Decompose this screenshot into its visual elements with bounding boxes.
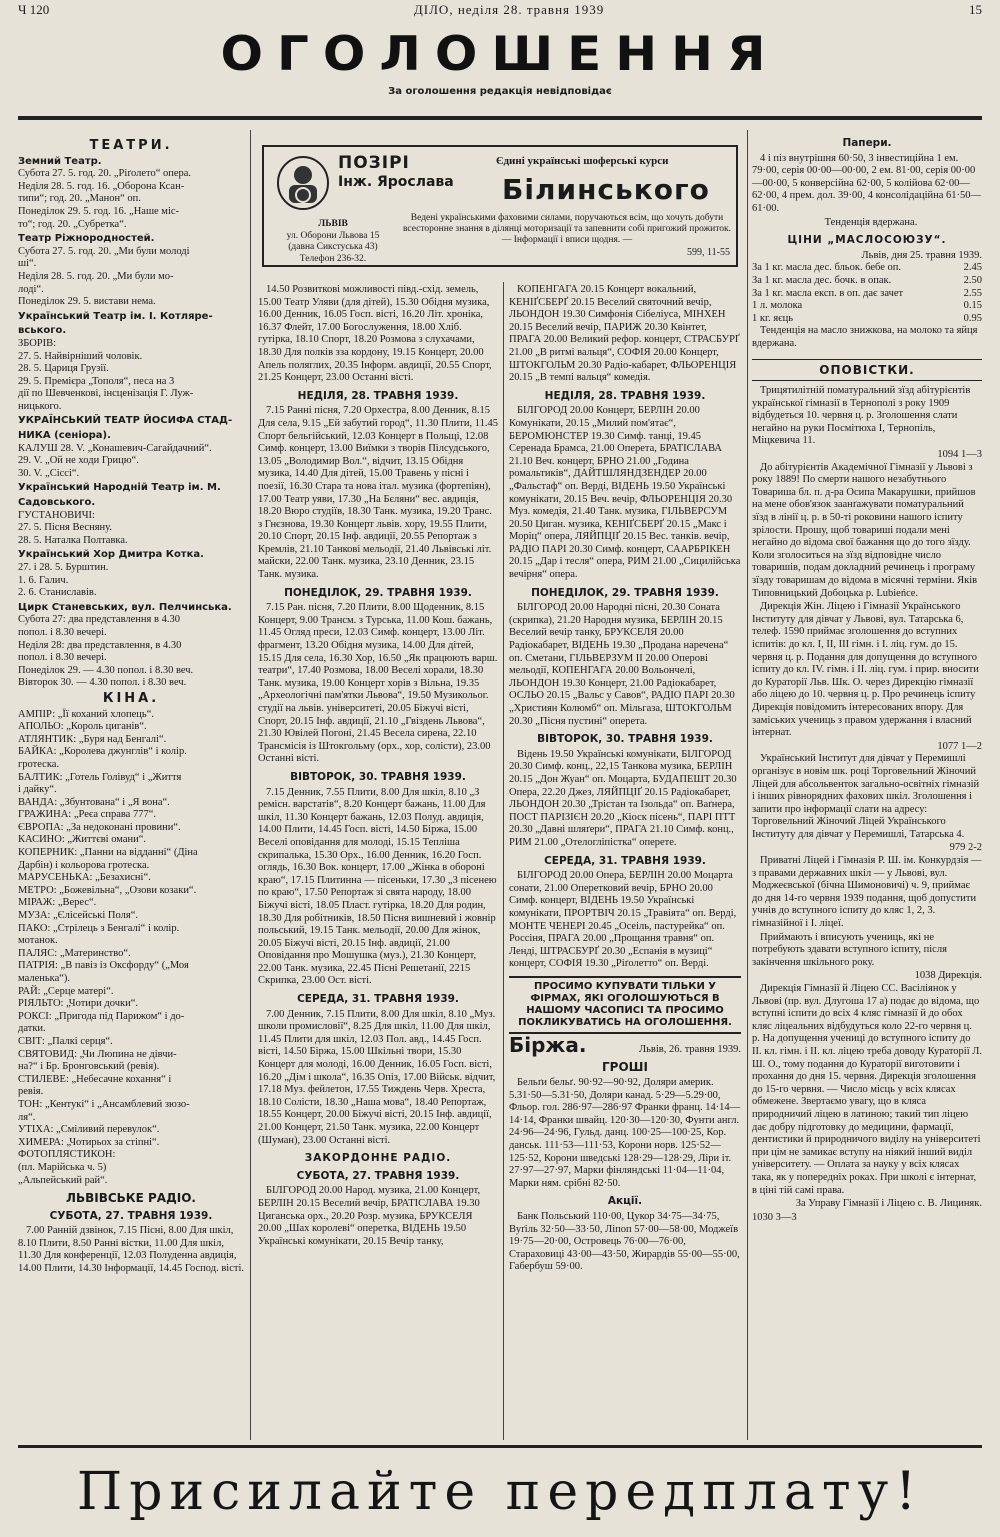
ad-attention: ПОЗІРІ [338, 153, 410, 173]
notice-number: 979 2-2 [949, 842, 982, 854]
cinema-line: і дайку“. [18, 784, 57, 796]
cinema-line: ТОН: „Кентукі“ і „Ансамблевий зюзо- [18, 1098, 190, 1110]
price-row [752, 313, 982, 326]
price-row [752, 288, 982, 301]
radio-text: 7.15 Денник, 7.55 Плити, 8.00 Для шкіл, 8.10 „З ремісн. варстатів“, 8.20 Концерт бажань, 11.00 Для шкіл, 11.30 Концерт бажань, 12.03 Полуд. авдиція, 14.00 Плити, 14.45 Госп. вісті, 14.50 Біржа, 15.00 Веселі оповідання для молоді, 15.15 Тепліша скрипалька, 15.30 Орх., 16.00 Денник, 16.20 Госп. оглядь, 16.30 Вок. концерт, 17.00 „Жінка в обороні краю“, 17.15 Плитинна — пісеньки, 17.30 „З пісенею по краю“, 17.50 Репортаж зі свята народу, 18.00 Біжучі вісті, 18.05 Пласт. гутірка, 18.20 Для родин, 18.30 Для робітників, 18.50 Пісня вишневий і жовнір польський, 19.15 Танк. мельодії, 20.00 Для жінок, 20.05 Біжучі вісті, 20.15 Інф. авдиції, 21.00 Оповідання про Мошушка (муз.), 21.30 Концерт, 22.00 Танк. музика, 22.45 Пісні Решетанії, 2215 Скрипка, 23.00 Ост. вісті. [258, 786, 497, 987]
cinema-line: датки. [18, 1023, 46, 1035]
cinema-line: РАЙ: „Серце матері“. [18, 985, 114, 997]
radio-text: БІЛГОРОД 20.00 Народні пісні, 20.30 Соната (скрипка), 21.20 Народня музика, БЕРЛІН 20.15 Веселий вечір танку, БРУКСЕЛЯ 20.00 Радіокабарет, ВІДЕНЬ 19.30 „Продана наречена“ оп. Сметани, ГІЛЬВЕРЗУМ II 20.00 Оперові мельодії, КОПЕНГАГА 20.00 Вольончелі, ЛЬОНДОН 19.30 Концерт, 21.00 Радіокабарет, ОСЛЬО 20.15 „Вальс у Савов“, РАДІО ПАРІ 20.30 „Християн Колюмб“ оп. Мільгаза, ШТОКГОЛЬМ 20.30 „Пісня пустині“ оперета. [509, 602, 735, 727]
running-header [18, 2, 982, 18]
price-label: 1 кг. яєць [752, 312, 794, 324]
currency-rates: Бельґи бельґ. 90·92—90·92, Доляри америк. 5.31·50—5.31·50, Доляри канад. 5·29—5.29·00, Фльор. гол. 286·97—286·97 Франки франц. 14·14—14·14, Франки швайц. 120·30—120·30, Фунти англ. 24·96—24·96, Гульд. данц. 100·25—100·25, Кор. данськ. 111·53—111·53, Корони норв. 125·52—125·52, Корони шведські 128·29—128·29, Ліри іт. 27·97—27·97, Марки фінляндські 11·04—11·04, Марки ням. срібні 82·50. [509, 1077, 741, 1189]
radio-day-heading: СУБОТА, 27. ТРАВНЯ 1939. [49, 1209, 213, 1222]
cinema-line: МЕТРО: „Божевільна“, „Озови козаки“. [18, 884, 197, 896]
radio-text: 7.00 Денник, 7.15 Плити, 8.00 Для шкіл, 8.10 „Муз. школи промисловії“, 8.25 Для шкіл, 11.00 Для шкіл, 11.45 Плити для шкіл, 12.03 Пол. авд., 14.45 Госп. вісті, 14.50 Біржа, 15.00 Шкільні твори, 15.30 Концерт для молоді, 16.00 Денник, 16.05 Госп. вісті, 16.20 „Дім і школа“, 16.35 Опіз, 17.00 Військ. відчит, 17.18 Муз. фейлетон, 17.55 Тиждень Черв. Хреста, 18.10 Солісти, 18.30 „Наша мова“, 18.40 Репортаж, 18.55 Концерт, 20.00 Біжучі вісті, 20.15 Інф. авдиції, 21.00 Концерт, 21.50 Танк. музика, 22.00 Концерт (Шуман), 23.00 Останні вісті. [258, 1008, 496, 1146]
subscription-banner: Присилайте передплату! [76, 1462, 924, 1522]
listing-line: Субота 27. 5. год. 20. „Ріґолето“ опера. [18, 168, 192, 180]
cinema-line: СВІТ: „Палкі серця“. [18, 1035, 113, 1047]
radio-text: 7.15 Ран. пісня, 7.20 Плити, 8.00 Щоденник, 8.15 Концерт, 9.00 Трансм. з Турська, 11.00 Кош. бажань, 11.45 Огляд преси, 12.03 Симф. концерт, 13.00 Літ. фрагмент, 13.20 Обідня музика, 14.00 Для дітей, 15.15 Для села, 16.30 Хор, 16.50 „Як працюють варш. театри“, 17.40 Розмова, 18.00 Веселі хорали, 18.30 Танк. музика, 19.00 Концерт хорів з Вільна, 19.35 „Археологічні пам'ятки Львова“, 19.50 Музикольог. студії на львів. університеті, 20.05 Біжучі вісті, Спорт, 20.15 Інф. авдиції, 21.10 „Гвіздень Львова“, 21.30 Ювілей Погоні, 21.45 Весела сирена, 22.10 Трансмісія із Штокгольму (орх., хор, солісти), 23.00 Останні вісті. [258, 602, 498, 765]
theatre-name: Цирк Станевських, вул. Пелчинська. [18, 601, 232, 613]
papers-trend: Тенденція вдержана. [824, 216, 918, 228]
cinema-line: РІЯЛЬТО: „Чотири дочки“. [18, 998, 139, 1010]
listing-line: 28. 5. Наталка Полтавка. [18, 534, 128, 546]
theatre-name: Український Народній Театр ім. М. [18, 482, 221, 494]
notice-box [509, 976, 741, 1034]
section-title: ОГОЛОШЕННЯ [220, 26, 780, 82]
cinema-line: УТІХА: „Сміливий перевулок“. [18, 1124, 160, 1136]
ad-surname: Білинського [502, 173, 710, 206]
shares-heading: Акції. [607, 1195, 643, 1208]
notice-text: Приватні Ліцей і Гімназія Р. Ш. ім. Конкурдзія — з правами державних шкіл — у Львові, вул. Моджеєвської (бічна Шимоновичі) ч. 9, приймає до дня 14-го червня 1939 подання, щоб допустити учнів до вступного іспиту до кляс 1, 2, 3. гімназійної і І. ліцеї. [752, 855, 982, 930]
paper-date: ДІЛО, неділя 28. травня 1939 [413, 2, 605, 17]
radio-program-text: 7.00 Ранній дзвінок, 7.15 Пісні, 8.00 Для шкіл, 8.10 Плити, 8.50 Ранні вістки, 11.00 Для шкіл, 11.30 Для конференції, 12.03 Полуденна авдиція, 14.00 Плити, 14.30 Інформації, 14.45 Господ. вісті. [18, 1225, 244, 1275]
listing-line: типи“; год. 20. „Манон“ оп. [18, 193, 141, 205]
price-label: За 1 кг. масла дес. бочк. в опак. [752, 274, 892, 286]
radio-text: 14.50 Розвиткові можливості півд.-схід. земель, 15.00 Театр Уляви (для дітей), 15.30 Обідня музика, 16.00 Денник, 16.05 Госп. вісті, 16.20 Літ. хроніка, 16.37 Флейт, 17.00 Богослуження, 18.00 Хліб. гутірка, 18.10 Спорт, 18.20 Розмова з слухачами, 18.30 Для полків зза кордону, 19.15 Концерт, 20.00 Апель поляглих, 20.35 Інформ. авдиції, 20.55 Спорт, 21.25 Концерт, 23.00 Останні вісті. [258, 284, 492, 384]
driver-emblem-icon [276, 155, 330, 211]
cinema-line: ГРАЖИНА: „Реєа справа 777“. [18, 809, 156, 821]
notice-text: Український Інститут для дівчат у Перемишлі організує в новім шк. році Торговельний Жіночий Ліцей для абсольвенток загально-освітніх гімназій і інших рівнорядних фахових шкіл. Зголошення і запити про інформації слати на адресу: Торговельний Жіночий Ліцей Українського Інституту для дівчат у Перемишлі, Татарська 4. [752, 753, 980, 840]
cinema-line: „Альпейський рай“. [18, 1174, 108, 1186]
column-radio-foreign [509, 284, 741, 1444]
listing-line: 1. 6. Галич. [18, 574, 69, 586]
price-label: 1 л. молока [752, 300, 803, 312]
cinema-line: АТЛЯНТИК: „Буря над Бенгалі“. [18, 733, 167, 745]
cinema-line: на?“ і Бр. Бронговський (ревія). [18, 1061, 160, 1073]
notice-number: 1094 1—3 [937, 449, 982, 461]
issue-number: Ч 120 [18, 2, 50, 17]
cinema-line: ХИМЕРА: „Чотирьох за стіпні“. [18, 1136, 160, 1148]
ad-street: ул. Оборони Львова 15 [286, 230, 380, 241]
price-value: 0.95 [963, 312, 982, 324]
ad-address [268, 219, 398, 265]
cinema-line: БАЛТИК: „Готель Голівуд“ і „Життя [18, 771, 182, 783]
cinema-line: ля“. [18, 1111, 36, 1123]
cinema-line: ПАЛЯС: „Материнство“. [18, 947, 131, 959]
cinema-line: ревія. [18, 1086, 44, 1098]
cinema-line: СТИЛЕВЕ: „Небесачне кохання“ і [18, 1073, 172, 1085]
radio-text: Відень 19.50 Українські комунікати, БІЛГОРОД 20.30 Симф. конц., 22,15 Танкова музика, БЕРЛІН 20.15 „Дон Жуан“ оп. Моцарта, БУДАПЕШТ 20.30 Опера, 22.20 Джез, ЛЯЙПЦІҐ 20.15 Радіокабарет, ЛЬОНДОН 20.30 „Трістан та Ізольда“ оп. Ваґнера, ПОСТ ПАРІЗІЄН 20.20 „Кіоск пісень“, ПАРІ ПТТ 20.30 „Давні шляґери“, ПРАГА 21.10 Симф. конц., РИМ 21.00 „Отелогліпістка“ оперете. [509, 748, 737, 848]
theatre-name: УКРАЇНСЬКИЙ ТЕАТР ЙОСИФА СТАД- [18, 415, 233, 427]
footer-rule [18, 1445, 982, 1448]
listing-line: Неділя 28: два представлення, в 4.30 [18, 639, 182, 651]
cinema-line: ФОТОПЛЯСТИКОН: [18, 1149, 116, 1161]
notice-number: 1038 Дирекція. [914, 970, 982, 982]
listing-line: Понеділок 29. — 4.30 попол. і 8.30 веч. [18, 664, 194, 676]
listing-line: 2. 6. Станиславів. [18, 587, 97, 599]
listing-line: 27. 5. Найвірніший чоловік. [18, 350, 143, 362]
day-heading: НЕДІЛЯ, 28. ТРАВНЯ 1939. [297, 389, 459, 402]
radio-text: КОПЕНГАГА 20.15 Концерт вокальний, КЕНІҐСБЕРҐ 20.15 Веселий святочний вечір, ЛЬОНДОН 19.30 Симфонія Сібеліуса, МІНХЕН 20.15 Веселий вечір, ПАРИЖ 20.30 Квінтет, ПРАГА 20.00 Великий рефор. концерт, СТРАСБУРҐ 21.00 „В ритмі вальця“, СОФІЯ 20.00 Концерт, ШТОКГОЛЬМ 20.30 Радіо-кабарет, ФЛЬОРЕНЦІЯ 20.15 „В темпі вальця“ комедія. [509, 284, 740, 384]
listing-line: 29. 5. Премієра „Тополя“, песа на 3 [18, 375, 175, 387]
listing-line: ГУСТАНОВИЧІ: [18, 509, 95, 521]
column-notices [752, 137, 982, 1442]
share-prices: Банк Польський 110·00, Цукор 34·75—34·75, Вуґіль 32·50—33·50, Ліпоп 57·00—58·00, Моджеїв 19·75—20·00, Островець 76·00—76·00, Стараховиці 43·00—43·50, Жирардів 55·00—55·00, Габербуш 59·00. [509, 1211, 740, 1273]
cinemas-heading: КІНА. [102, 690, 160, 706]
theatre-name: НИКА (сеніора). [18, 430, 111, 442]
listing-line: попол. і 8.30 вечері. [18, 652, 107, 664]
ad-number: 599, 11-55 [687, 247, 730, 258]
theatre-name: Український Хор Дмитра Котка. [18, 549, 204, 561]
listing-line: ші“. [18, 258, 37, 270]
listing-line: Вівторок 30. — 4.30 попол. і 8.30 веч. [18, 677, 187, 689]
listing-line: 30. V. „Сіссі“. [18, 467, 80, 479]
ad-description: Ведені українськими фаховими силами, поручаються всім, що хочуть добути всесторонне знання в ділянці моторизації та запевнити собі пригожий прожиток. — Інформації і вписи щодня. — [402, 213, 732, 245]
bourse-header [509, 1032, 741, 1057]
notice-number: 1077 1—2 [937, 740, 982, 752]
cinema-line: мотанок. [18, 935, 58, 947]
cinema-line: АМПІР: „Її коханий хлопець“. [18, 708, 154, 720]
theatre-name: Український Театр ім. І. Котляре- [18, 310, 213, 322]
notice-text: Приймають і вписують учениць, які не потребують здавати вступного іспиту, після закінчення шкільного року. [752, 931, 947, 968]
cinema-line: КАСИНО: „Життєві омани“. [18, 834, 147, 846]
cinema-line: ЄВРОПА: „За недоконані провини“. [18, 821, 181, 833]
cinema-line: (пл. Марійська ч. 5) [18, 1161, 107, 1173]
notices-heading: ОПОВІСТКИ. [819, 362, 915, 377]
cinema-line: МІРАЖ: „Верес“. [18, 897, 97, 909]
price-row [752, 262, 982, 275]
section-subtitle: За оголошення редакція невідповідає [388, 86, 612, 97]
cinema-listing [18, 709, 244, 1188]
ad-school-name: Єдині українські шоферські курси [496, 155, 669, 167]
radio-text: 7.15 Ранні пісня, 7.20 Орхестра, 8.00 Денник, 8.15 Для села, 9.15 „Ей забутий город“, 11.30 Плити, 11.45 Спорт бельгійський, 12.03 Концерт в Польщі, 12.08 Симф. концерт, 13.00 Виїмки з творів Пілсудського, 13.05 „Володимир Вол.“, відчит, 13.15 Обідня музика, 14.40 Для дітей, 15.00 Травень у пісні і поезії, 16.30 Стара та нова італ. музика (фортепіян), 17.00 Театр уяви, 17.30 „На Бєляни“ вес. авдиція, 18.20 Вюро студіїв, 18.30 Танк. музика, 19.20 Транс. з Гнєзнова, 19.30 Концерт львів. хору, 19.55 Плити, 20.10 Спорт, 20.15 Інф. авдиції, 20.55 Репортаж з Кремлів, 21.10 Танкові мельодії, 21.40 Львівські літ. майски, 22.00 Танк. музика, 23.10 Денник, 23.15 Танк. музика. [258, 405, 498, 581]
papers-heading: Папери. [842, 137, 892, 149]
theatre-name: Земний Театр. [18, 155, 102, 167]
ad-street-old: (давна Сикстуська 43) [288, 242, 378, 252]
theatre-name: Театр Ріжнородностей. [18, 233, 155, 245]
day-heading: СЕРЕДА, 31. ТРАВНЯ 1939. [544, 854, 706, 867]
cinema-line: маленька“). [18, 973, 71, 984]
cinema-line: ПАТРІЯ: „В павіз із Оксфорду“ („Моя [18, 960, 189, 972]
radio-text: БІЛГОРОД 20.00 Народ. музика, 21.00 Концерт, БЕРЛІН 20.15 Веселий вечір, БРАТІСЛАВА 19.30 Циганська орх., 20.20 Розр. музика, БРУКСЕЛЯ 20.00 „Шах королеві“ оперетка, ВІДЕНЬ 19.50 Українські комунікати, 20.15 Вечір танку, [258, 1185, 481, 1247]
notice-text: Дирекція Жін. Ліцею і Гімназії Українського Інституту для дівчат у Львові, вул. Татарська 6, телеф. 1590 приймає зголошення до вступних іспитів: до кл. І, ІІ, ІІІ гімн. і І. ліц. гум. до 15. червня ц. р. Подання для допущення до вступного іспиту до кл. IV. гімн. і ІІ. ліц. гум. і прир. вносити до Кураторії Льв. Шк. О. через Дирекцію гімназії або ліцею до 10. червня ц. р. Про речинець іспиту Дирекція повідомить інтересованих впору. Для заміських учениць з правом удержання і власний інтернат. [752, 601, 979, 739]
price-label: За 1 кг. масла дес. бльок. бебе оп. [752, 262, 902, 274]
cinema-line: МАРУСЕНЬКА: „Безахисні“. [18, 872, 151, 884]
cinema-line: РОКСІ: „Пригода під Парижом“ і до- [18, 1010, 185, 1022]
theatre-name: вського. [18, 325, 67, 337]
listing-line: ницького. [18, 400, 62, 412]
day-heading: СУБОТА, 27. ТРАВНЯ 1939. [296, 1169, 460, 1182]
day-heading: СЕРЕДА, 31. ТРАВНЯ 1939. [297, 993, 459, 1006]
day-heading: ПОНЕДІЛОК, 29. ТРАВНЯ 1939. [531, 586, 719, 599]
day-heading: ВІВТОРОК, 30. ТРАВНЯ 1939. [537, 733, 713, 746]
listing-line: Понеділок 29. 5. вистави нема. [18, 296, 156, 308]
price-value: 2.55 [963, 287, 982, 299]
day-heading: ВІВТОРОК, 30. ТРАВНЯ 1939. [290, 770, 466, 783]
page-number: 15 [968, 2, 982, 17]
cinema-line: ПАКО: „Стрілець з Бенгалі“ і колір. [18, 922, 180, 934]
cinema-line: КОПЕРНИК: „Панни на відданні“ (Діна [18, 847, 198, 859]
theatre-name: Садовського. [18, 497, 96, 509]
shop-notice: ПРОСИМО КУПУВАТИ ТІЛЬКИ У ФІРМАХ, ЯКІ ОГОЛОШУЮТЬСЯ В НАШОМУ ЧАСОПИСІ ТА ПРОСИМО ПОКЛИКУВАТИСЬ НА ОГОЛОШЕННЯ. [518, 980, 732, 1028]
column-rule [503, 282, 504, 1440]
listing-line: Субота 27: два представлення в 4.30 [18, 614, 180, 626]
day-heading: НЕДІЛЯ, 28. ТРАВНЯ 1939. [544, 389, 706, 402]
radio-text: БІЛГОРОД 20.00 Концерт, БЕРЛІН 20.00 Комунікати, 20.15 „Милий пом'ятає“, БЕРОМЮНСТЕР 19.30 Симф. танці, 19.45 Серенада Брамса, 21.00 Оперета, БРАТІСЛАВА 21.10 Веч. концерт, БРНО 21.00 „Година ромальтиків“, ДАЙТШЛЯНДЗЕНДЕР 20.00 „Фальстаф“ оп. Верді, ВІДЕНЬ 19.50 Українські комунікати, 20.15 Веч. вечір, ФЛЬОРЕНЦІЯ 20.30 Муз. комедія, 21.40 Танк. музика, ГІЛЬВЕРСУМ 20.50 Циган. музика, КЕНІҐСБЕРҐ 20.15 „Макс і Моріц“ опера, ЛЯЙПЦІҐ 20.15 Вес. танків. вечір, РАДІО ПАРІ 20.30 Симф. концерт, СААРБРІКЕН 20.15 „Дар і тесля“ опера, РИМ 21.00 „Сицилійська вечірня“ опера. [509, 405, 741, 581]
price-label: За 1 кг. масла експ. в оп. дає зачет [752, 287, 904, 299]
foreign-radio-heading: ЗАКОРДОННЕ РАДІО. [304, 1152, 452, 1165]
price-row [752, 275, 982, 288]
radio-heading: ЛЬВІВСЬКЕ РАДІО. [65, 1191, 196, 1206]
column-rule [747, 130, 748, 1440]
notice-number: 1030 3—3 [752, 1211, 797, 1223]
listing-line: лоді“. [18, 283, 44, 295]
notice-text: Трицятилітній поматуральний зїзд абітурієнтів української гімназії в Тернополі з року 1909 відбудеться 10. червня ц. р. Зголошення слати негайно на руки Посмітюха І, Тернопіль, Міцкевича 11. [752, 385, 971, 447]
listing-line: 27. 5. Пісня Весняну. [18, 522, 112, 534]
price-row [752, 300, 982, 313]
cinema-line: АПОЛЬО: „Король циганів“. [18, 721, 147, 733]
listing-line: 29. V. „Ой не ходи Грицю“. [18, 455, 139, 467]
listing-line: Понеділок 29. 5. год. 16. „Наше міс- [18, 205, 180, 217]
bourse-title: Біржа. [509, 1032, 587, 1057]
column-rule [250, 130, 251, 1440]
price-value: 0.15 [963, 300, 982, 312]
day-heading: ПОНЕДІЛОК, 29. ТРАВНЯ 1939. [284, 586, 472, 599]
notice-text: Дирекція Гімназії й Ліцею СС. Васіліянок у Львові (пр. вул. Длугоша 17 а) подає до відома, що вступні іспити до всіх 4 кляс гімназії й до обох кляс ліцеальних відбудуться коло 22-го червня ц. р. На допущення учениці до вступного іспиту до II. кл. гімн. і ІІ. кл. ліцею треба доводу Кураторії Л. Ш. О., тому подання до Кураторії виготовити і прохання до дня 15. червня. Дирекція зголошення до 15-го червня. — Число місць у всіх клясах обмежене. Звертаємо увагу, що в кляса природничий ліцею в латиною; такий тип ліцею дає добру підготовку до медицини, фармації, дентистики й природничого виділу на університеті при цім не замикає вступу на ніякий інший виділ університету. — Оплата за науку у всіх клясах така, як у попередніх роках. При школі є інтернат, в ціні тій самі права. [752, 983, 982, 1196]
column-radio-local [258, 284, 498, 1444]
listing-line: 28. 5. Цариця Грузії. [18, 363, 109, 375]
listing-line: КАЛУШ 28. V. „Конашевич-Сагайдачний“. [18, 442, 212, 454]
cinema-line: БАЙКА: „Королева джунглів“ і колір. [18, 746, 187, 758]
prices-trend: Тенденція на масло знижкова, на молоко та яйця вдержана. [752, 325, 978, 349]
header-rule [18, 116, 982, 120]
listing-line: Неділя 28. 5. год. 20. „Ми були мо- [18, 270, 174, 282]
prices-list [752, 262, 982, 325]
bourse-date: Львів, 26. травня 1939. [638, 1043, 741, 1055]
driving-school-ad [262, 145, 738, 267]
radio-text: БІЛГОРОД 20.00 Опера, БЕРЛІН 20.00 Моцарта сонати, 21.00 Оперетковий вечір, БРНО 20.00 Симф. концерт, ВІДЕНЬ 19.50 Українські комунікати, ПРОРТВІЧ 20.15 „Травіята“ оп. Верді, МОНТЕ ЧЕНЕРІ 20.45 „Осеіль, пастурейка“ оп. Россіня, ПРАГА 20.00 „Прощання травня“ оп. Ленді, ШТРАСБУРҐ 20.30 „Еспанія в музиці“ концерт, СОФІЯ 19.30 „Ріґолетто“ оп. Верді. [509, 870, 737, 970]
notice-text: До абітурієнтів Академічної Гімназії у Львові з року 1889! По смерти нашого незабутнього Товариша бл. п. д-ра Осипа Макарушки, прийшов на мене обов'язок заанґажувати поматуральний зїзд в лінії ц. р. в 50-ті роковини нашого іспиту зрілости. Прошу, щоб товариші подали мені негайно до відома свої бажання що до того зїзду. Коли зголоситься на зїзд відповідне число товаришів, подам докладний речинець і програму зїзду товаришам до відома в місячні терміни. Яків Типовницький Добоцька р. Lubieńce. [752, 461, 978, 599]
prices-date: Львів, дня 25. травня 1939. [861, 249, 982, 261]
cinema-line: ВАНДА: „Збунтована“ і „Я вона“. [18, 796, 170, 808]
listing-line: 27. і 28. 5. Бурштин. [18, 562, 109, 573]
price-value: 2.50 [963, 274, 982, 286]
listing-line: ЗБОРІВ: [18, 337, 57, 349]
price-value: 2.45 [963, 262, 982, 274]
papers-text: 4 і піз внутрішня 60·50, 3 інвестиційна 1 ем. 79·00, серія 00·00—00·00, 2 ем. 81·00, серія 00·00—00·00, 5 конверсійна 62·00, 5 колійова 62·00—62·00, 4 прем. дол. 39·00, 4 консолідаційна 61·50—61·00. [752, 152, 982, 214]
column-theatres [18, 137, 244, 1442]
theatres-heading: ТЕАТРИ. [89, 138, 173, 153]
theatre-listing [18, 156, 244, 690]
prices-heading: ЦІНИ „МАСЛОСОЮЗУ“. [787, 234, 947, 247]
notices-box [752, 359, 982, 382]
listing-line: Субота 27. 5. год. 20. „Ми були молоді [18, 245, 190, 257]
money-heading: ГРОШІ [602, 1060, 648, 1075]
listing-line: то“; год. 20. „Субретка“. [18, 218, 127, 230]
ad-phone: Телефон 236-32. [299, 253, 367, 264]
notice-signature: За Управу Гімназії і Ліцею с. В. Лициняк. [795, 1198, 982, 1210]
listing-line: дії по Шевченкові, інсценізація Г. Луж- [18, 388, 194, 400]
cinema-line: гротеска. [18, 758, 60, 770]
listing-line: попол. і 8.30 вечері. [18, 626, 107, 638]
cinema-line: МУЗА: „Єлісейські Поля“. [18, 910, 138, 922]
cinema-line: Дарбін) і кольорова гротеска. [18, 859, 150, 871]
listing-line: Неділя 28. 5. год. 16. „Оборона Ксан- [18, 180, 185, 192]
cinema-line: СВЯТОВИД: „Чи Люпина не дівчи- [18, 1048, 177, 1060]
ad-city: ЛЬВІВ [318, 219, 348, 229]
ad-engineer: Інж. Ярослава [338, 174, 454, 190]
